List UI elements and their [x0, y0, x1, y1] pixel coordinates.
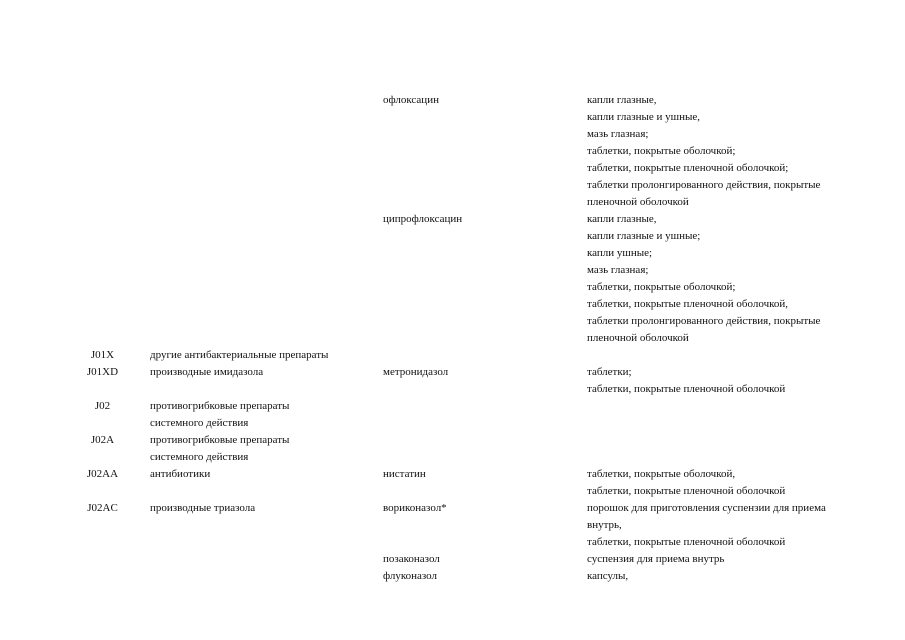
atc-group-name	[150, 432, 370, 466]
group-name-line: другие антибактериальные препараты	[150, 349, 329, 361]
dosage-forms	[587, 364, 887, 398]
dosage-form-line: капсулы,	[587, 570, 629, 582]
atc-code: J01X	[90, 349, 115, 361]
atc-code: J02A	[90, 434, 115, 446]
dosage-form-line: таблетки, покрытые оболочкой;	[587, 281, 736, 293]
dosage-form-line: пленочной оболочкой	[587, 196, 689, 208]
dosage-form-line: таблетки, покрытые пленочной оболочкой,	[587, 298, 789, 310]
dosage-form-line: капли глазные и ушные,	[587, 111, 701, 123]
dosage-forms	[587, 211, 887, 347]
dosage-form-line: капли глазные и ушные;	[587, 230, 701, 242]
dosage-forms	[587, 551, 887, 568]
group-name-line: производные имидазола	[150, 366, 264, 378]
drug-name: метронидазол	[383, 366, 449, 378]
dosage-form-line: таблетки пролонгированного действия, покрытые	[587, 315, 821, 327]
dosage-form-line: таблетки пролонгированного действия, покрытые	[587, 179, 821, 191]
dosage-form-line: пленочной оболочкой	[587, 332, 689, 344]
atc-code: J02	[94, 400, 111, 412]
group-name-line: противогрибковые препараты	[150, 400, 290, 412]
dosage-form-line: порошок для приготовления суспензии для приема	[587, 502, 826, 514]
group-name-line: системного действия	[150, 451, 249, 463]
dosage-form-line: мазь глазная;	[587, 128, 649, 140]
dosage-forms	[587, 500, 887, 551]
dosage-form-line: таблетки, покрытые пленочной оболочкой	[587, 383, 786, 395]
atc-group-name	[150, 364, 370, 381]
atc-code: J02AA	[86, 468, 119, 480]
group-name-line: системного действия	[150, 417, 249, 429]
drug-name: позаконазол	[383, 553, 440, 565]
dosage-form-line: капли ушные;	[587, 247, 653, 259]
drug-name: офлоксацин	[383, 94, 439, 106]
atc-code: J02AC	[87, 502, 118, 514]
dosage-form-line: капли глазные,	[587, 213, 657, 225]
dosage-form-line: таблетки, покрытые пленочной оболочкой	[587, 485, 786, 497]
dosage-form-line: мазь глазная;	[587, 264, 649, 276]
atc-group-name	[150, 466, 370, 483]
drug-name: ципрофлоксацин	[383, 213, 463, 225]
dosage-form-line: таблетки, покрытые оболочкой,	[587, 468, 736, 480]
group-name-line: производные триазола	[150, 502, 256, 514]
dosage-forms	[587, 92, 887, 211]
dosage-form-line: таблетки, покрытые пленочной оболочкой;	[587, 162, 789, 174]
dosage-form-line: капли глазные,	[587, 94, 657, 106]
atc-group-name	[150, 500, 370, 517]
dosage-form-line: таблетки, покрытые оболочкой;	[587, 145, 736, 157]
drug-name: вориконазол*	[383, 502, 447, 514]
dosage-form-line: суспензия для приема внутрь	[587, 553, 725, 565]
group-name-line: антибиотики	[150, 468, 211, 480]
group-name-line: противогрибковые препараты	[150, 434, 290, 446]
drug-name: нистатин	[383, 468, 426, 480]
drug-name: флуконазол	[383, 570, 438, 582]
atc-code: J01XD	[86, 366, 119, 378]
atc-group-name	[150, 398, 370, 432]
dosage-form-line: таблетки, покрытые пленочной оболочкой	[587, 536, 786, 548]
dosage-form-line: таблетки;	[587, 366, 632, 378]
atc-group-name	[150, 347, 370, 364]
dosage-forms	[587, 568, 887, 585]
dosage-form-line: внутрь,	[587, 519, 622, 531]
dosage-forms	[587, 466, 887, 500]
